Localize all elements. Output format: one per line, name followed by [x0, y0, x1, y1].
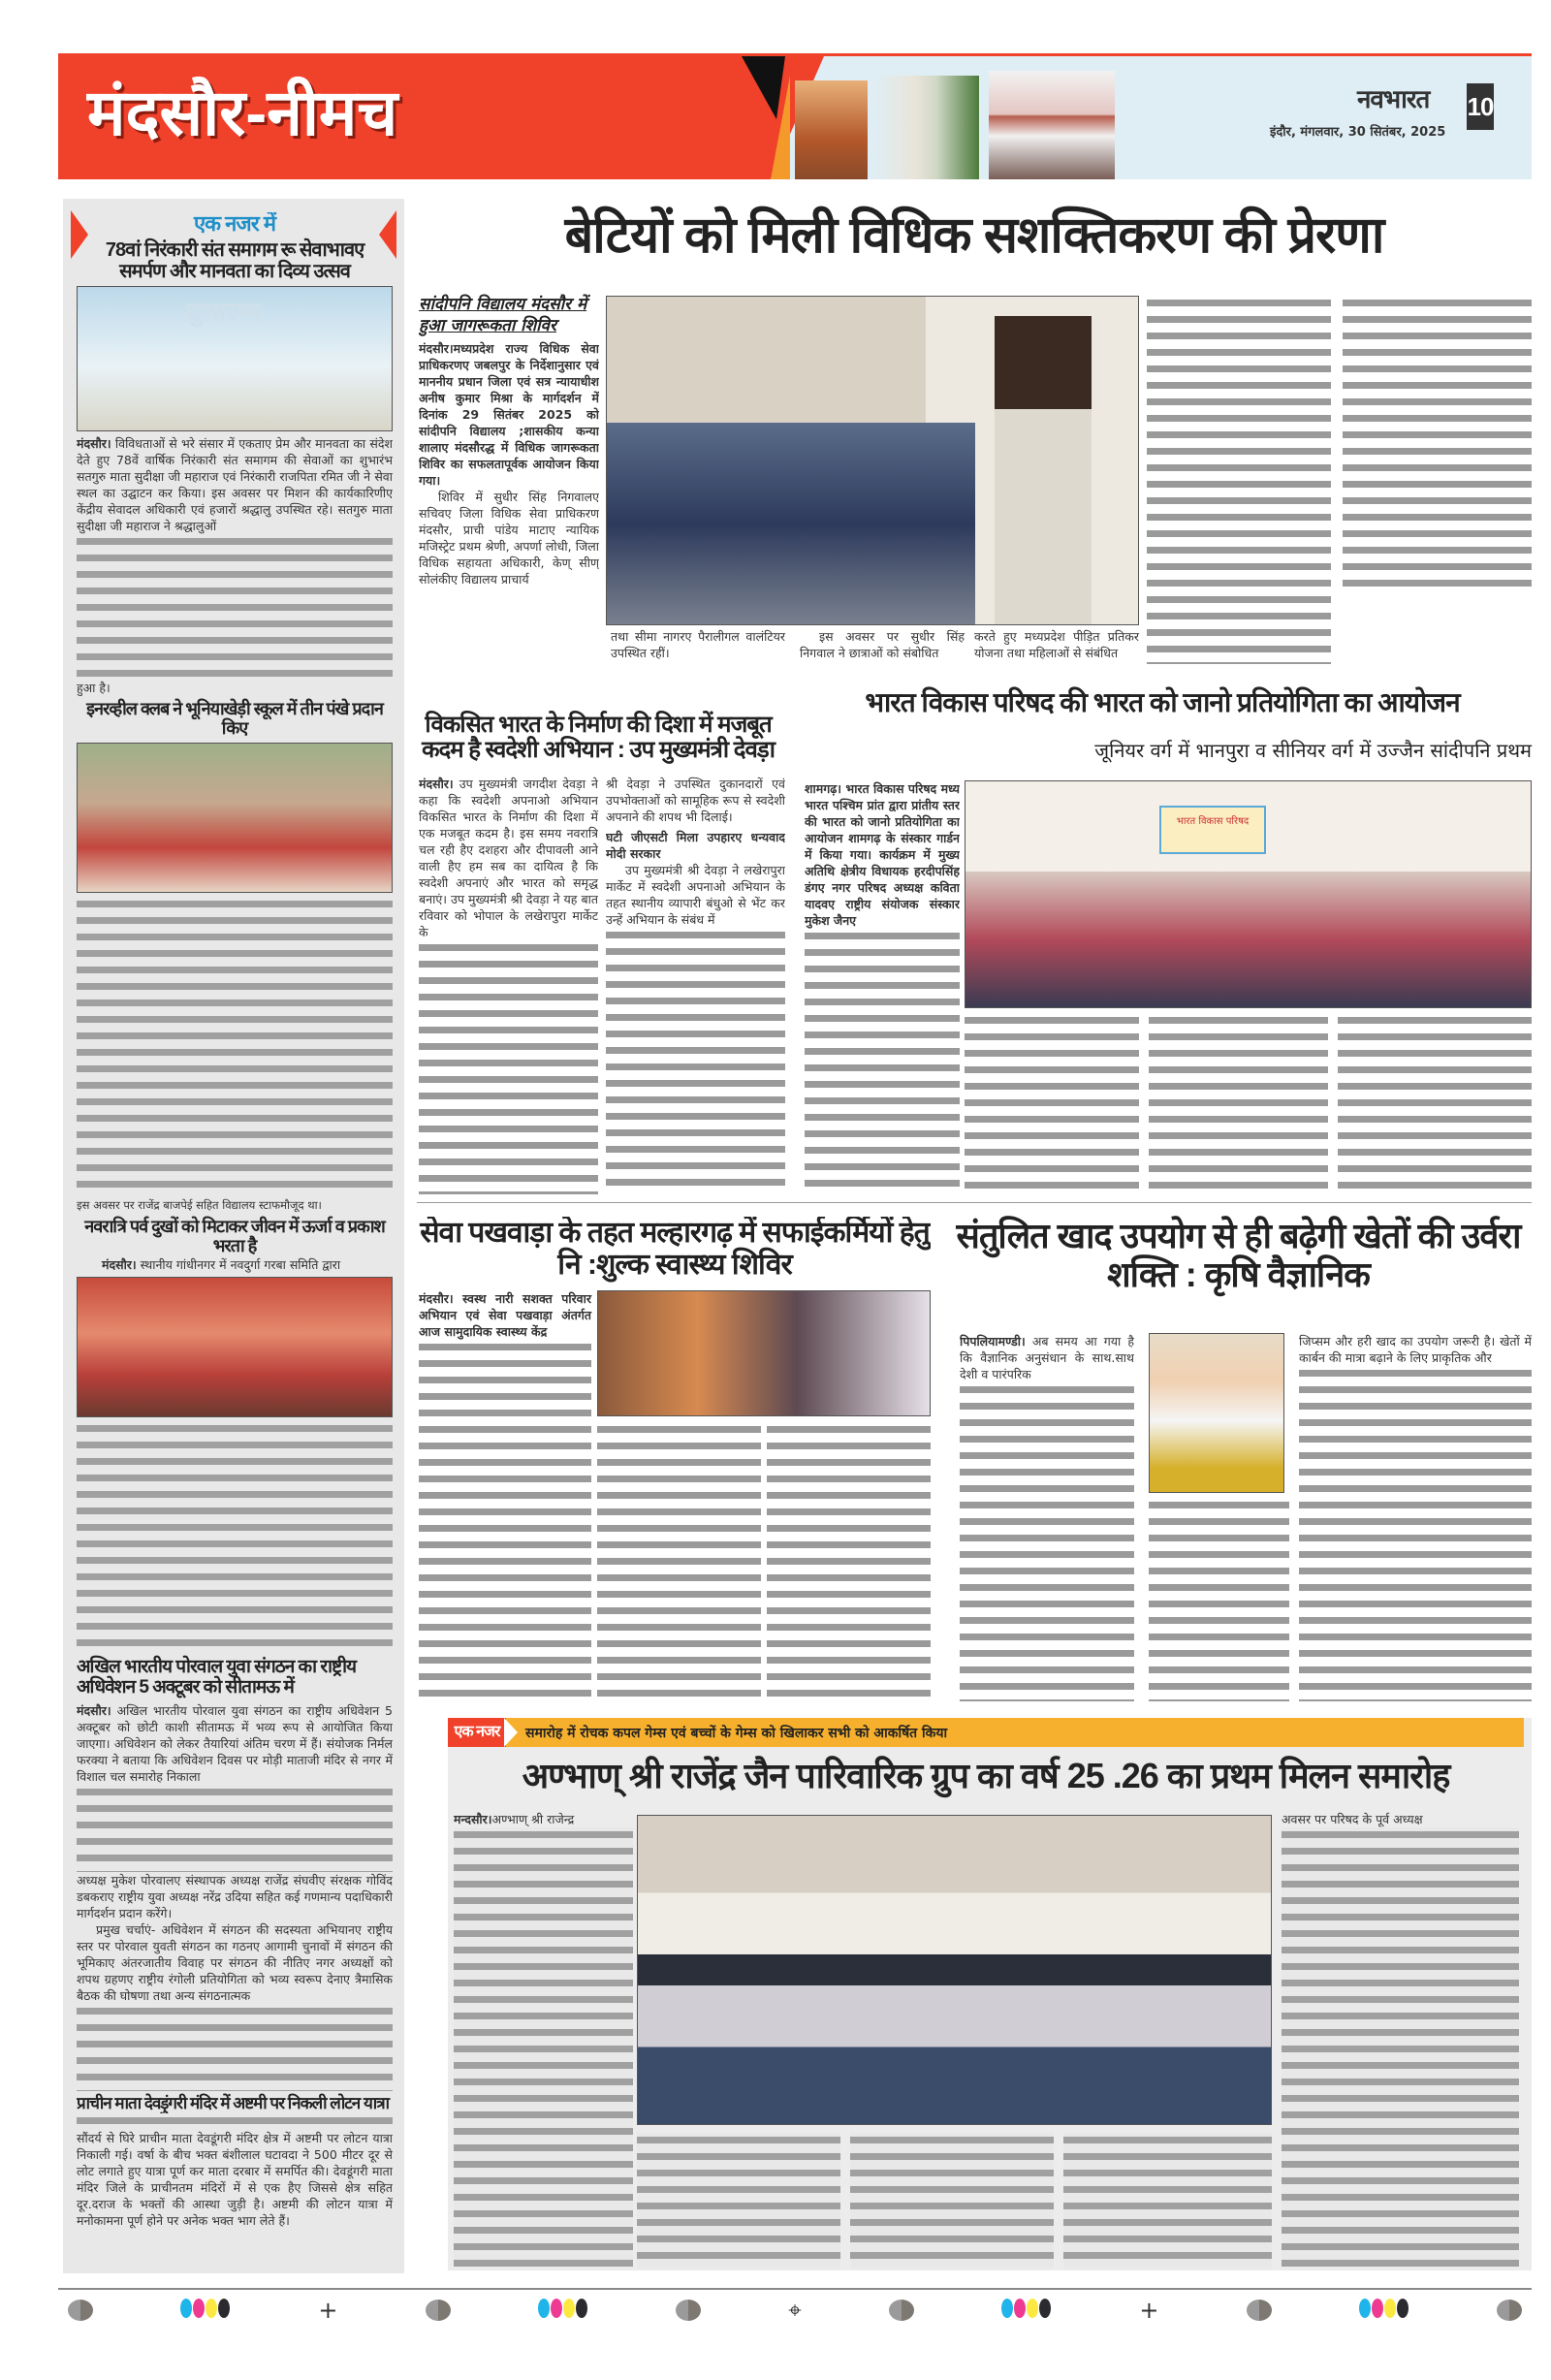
text-filler	[1338, 1013, 1532, 1192]
text-filler	[1147, 296, 1331, 664]
headline: इनरव्हील क्लब ने भूनियाखेड़ी स्कूल में तीन पंखे प्रदान किए	[86, 699, 383, 739]
text-filler	[850, 2133, 1054, 2269]
body-end: हुआ है।	[77, 681, 111, 696]
body-end: इस अवसर पर राजेंद्र बाजपेई सहित विद्यालय स्टाफमौजूद था।	[77, 1198, 322, 1213]
dateline: मंदसौर।	[77, 1702, 111, 1718]
body-text: अध्यक्ष मुकेश पोरवालए संस्थापक अध्यक्ष राजेंद्र संघवीए संरक्षक गोविंद डबकराए राष्ट्रीय युवा अध्यक्ष नरेंद्र उदिया सहित कई गणमान्य पदाधिकारी मार्गदर्शन प्रदान करेंगे।	[77, 1872, 393, 1920]
swadeshi-subhead: घटी जीएसटी मिला उपहारए धन्यवाद मोदी सरकार	[606, 830, 785, 861]
swadeshi-body-2: श्री देवड़ा ने उपस्थित दुकानदारों एवं उपभोक्ताओं को सामूहिक रूप से स्वदेशी अपनाने की शपथ भी दिलाई।	[606, 777, 785, 824]
fertilizer-headline: संतुलित खाद उपयोग से ही बढ़ेगी खेतों की उर्वरा शक्ति : कृषि वैज्ञानिक	[956, 1216, 1521, 1294]
section-divider	[417, 1202, 1532, 1203]
dateline: मंदसौर।	[419, 777, 454, 791]
text-filler	[965, 1013, 1139, 1192]
jain-column-1	[454, 1811, 633, 2267]
text-filler	[454, 1827, 633, 2267]
bvp-headline: भारत विकास परिषद की भारत को जानो प्रतियोगिता का आयोजन	[865, 687, 1460, 717]
innerwheel-photo	[77, 743, 393, 893]
fertilizer-column-3	[1299, 1333, 1532, 1701]
sidebar-flow	[77, 212, 393, 2268]
gray-dot-icon	[1497, 2300, 1522, 2321]
target-icon: ⌖	[788, 2297, 802, 2324]
crosshair-icon: +	[318, 2297, 338, 2324]
bvp-sub-headline: जूनियर वर्ग में भानपुरा व सीनियर वर्ग में उज्जैन सांदीपनि प्रथम	[1094, 739, 1532, 762]
swadeshi-column-1	[419, 776, 598, 1194]
photo-speaker	[995, 316, 1092, 625]
temple-photo	[872, 76, 979, 179]
text-filler	[77, 1421, 393, 1654]
body-text: स्थानीय गांधीनगर में नवदुर्गा गरबा समिति द्वारा	[140, 1256, 341, 1272]
scientist-photo	[1149, 1333, 1284, 1493]
lead-caption-1: तथा सीमा नागरए पैरालीगल वालंटियर उपस्थित रहीं।	[611, 629, 785, 660]
cmyk-dots-icon	[538, 2299, 588, 2322]
gray-dot-icon	[889, 2300, 914, 2321]
health-text-col	[419, 1290, 591, 1701]
health-column-1	[419, 1217, 931, 1701]
body-text: उप मुख्यमंत्री जगदीश देवड़ा ने कहा कि स्वदेशी अपनाओ अभियान विकसित भारत के निर्माण की दिशा में एक मजबूत कदम है। इस समय नवरात्रि चल रही हैए दशहरा और दीपावली आने वाली हैए हम सब का दायित्व है कि स्वदेशी अपनाएं और भारत को समृद्ध बनाएं। उप मुख्यमंत्री श्री देवड़ा ने यह बात रविवार को भोपाल के लखेरापुरा मार्केट के	[419, 777, 598, 939]
text-filler	[77, 534, 393, 680]
text-filler	[637, 2133, 840, 2269]
dateline: शामगढ़।	[805, 781, 842, 796]
lead-body	[419, 340, 599, 489]
text-filler	[767, 1422, 931, 1701]
gray-dot-icon	[676, 2300, 701, 2321]
body-text: मध्यप्रदेश राज्य विधिक सेवा प्राधिकरणए जबलपुर के निर्देशानुसार एवं माननीय प्रधान जिला एवं सत्र न्यायाधीश अनीष कुमार मिश्रा के मार्गदर्शन में दिनांक 29 सितंबर 2025 को सांदीपनि विद्यालय ;शासकीय कन्या शालाए मंदसौरद्ध में विधिक जागरूकता शिविर का सफलतापूर्वक आयोजन किया गया।	[419, 341, 599, 488]
jain-body	[454, 1811, 633, 1827]
dateline: मंदसौर।	[419, 341, 454, 356]
group-photo	[637, 1815, 1272, 2125]
headline: अखिल भारतीय पोरवाल युवा संगठन का राष्ट्रीय अधिवेशन 5 अक्टूबर को सीतामऊ में	[77, 1656, 357, 1698]
text-filler	[419, 940, 598, 1194]
text-filler	[1282, 1827, 1519, 2267]
article-body	[77, 435, 393, 534]
swadeshi-body-3: उप मुख्यमंत्री श्री देवड़ा ने लखेरापुरा मार्केट में स्वदेशी अपनाओ अभियान के तहत स्थानीय व्यापारी बंधुओ से भेंट कर उन्हें अभियान के संबंध में	[606, 863, 785, 927]
lead-body-2: शिविर में सुधीर सिंह निगवालए सचिवए जिला विधिक सेवा प्राधिकरण मंदसौर, प्राची पांडेय माटाए न्यायिक मजिस्ट्रेट प्रथम श्रेणी, अपर्णा लोधी, जिला विधिक सहायता अधिकारी, केण् सीण् सोलंकीए विद्यालय प्राचार्य	[419, 490, 599, 587]
footer-rule	[58, 2288, 1532, 2290]
kicker: एक नजर में	[194, 212, 275, 236]
body-text: प्रमुख चर्चाएं- अधिवेशन में संगठन की सदस्यता अभियानए राष्ट्रीय स्तर पर पोरवाल युवती संगठन का गठनए आगामी चुनावों में संगठन की भूमिकाए अंतरजातीय विवाह पर संगठन की नीतिए नगर अध्यक्षों को शपथ ग्रहणए राष्ट्रीय रंगोली प्रतियोगिता को भव्य स्वरूप देनाए त्रैमासिक बैठक की घोषणा तथा अन्य संगठनात्मक	[77, 1921, 393, 2003]
article-body	[77, 1256, 393, 1273]
station-photo	[989, 71, 1115, 179]
health-body	[419, 1290, 591, 1340]
nirankari-photo	[77, 286, 393, 431]
gray-dot-icon	[426, 2300, 451, 2321]
dateline: मन्दसौर।	[454, 1812, 492, 1826]
sidebar-bottom-space	[77, 2229, 393, 2268]
gray-dot-icon	[68, 2300, 93, 2321]
page-number: 10	[1467, 83, 1494, 130]
jain-headline: अण्भाण् श्री राजेंद्र जैन पारिवारिक ग्रुप का वर्ष 25 .26 का प्रथम मिलन समारोह	[522, 1756, 1450, 1795]
bvp-column-1	[805, 780, 960, 1194]
dateline: इंदौर, मंगलवार, 30 सितंबर, 2025	[1270, 125, 1446, 140]
photo-banner: भारत विकास परिषद	[1159, 806, 1266, 854]
cmyk-dots-icon	[1359, 2299, 1409, 2322]
jain-section	[448, 1718, 1532, 2270]
paper-name: नवभारत	[1357, 84, 1430, 113]
gray-dot-icon	[1247, 2300, 1272, 2321]
kicker-badge: एक नजर	[448, 1718, 506, 1747]
headline: 78वां निरंकारी संत समागम रू सेवाभावए समर्पण और मानवता का दिव्य उत्सव	[105, 239, 364, 283]
jain-body-right: अवसर पर परिषद के पूर्व अध्यक्ष	[1282, 1812, 1423, 1826]
swadeshi-headline: विकसित भारत के निर्माण की दिशा में मजबूत कदम है स्वदेशी अभियान : उप मुख्यमंत्री देवड़ा	[422, 712, 775, 764]
text-filler	[960, 1382, 1134, 1701]
health-camp-photo	[597, 1290, 931, 1416]
fertilizer-body-2: जिप्सम और हरी खाद का उपयोग जरूरी है। खेतों में कार्बन की मात्रा बढ़ाने के लिए प्राकृतिक और	[1299, 1334, 1532, 1365]
swadeshi-body	[419, 776, 598, 940]
text-filler	[1149, 1013, 1328, 1192]
health-headline: सेवा पखवाड़ा के तहत मल्हारगढ़ में सफाईकर्मियों हेतु नि :शुल्क स्वास्थ्य शिविर	[420, 1217, 930, 1281]
fertilizer-column-1	[960, 1333, 1134, 1701]
dateline: मंदसौर।	[77, 436, 111, 452]
headline: नवरात्रि पर्व दुखों को मिटाकर जीवन में ऊर्जा व प्रकाश भरता है	[84, 1217, 385, 1255]
lead-left-column	[419, 294, 599, 701]
dateline: पिपलियामण्डी।	[960, 1334, 1026, 1349]
text-filler	[1149, 1498, 1289, 1701]
text-filler	[606, 928, 785, 1194]
health-lower-cols	[597, 1422, 931, 1701]
lead-photo-students	[606, 296, 1139, 625]
masthead	[58, 53, 1532, 179]
text-filler	[419, 1340, 591, 1701]
print-registration-marks	[68, 2296, 1522, 2325]
body-text: सौंदर्य से घिरे प्राचीन माता देवडूंगरी मंदिर क्षेत्र में अष्टमी पर लोटन यात्रा निकाली गई। वर्षा के बीच भक्त बंशीलाल घटावदा ने 500 मीटर दूर से लोट लगाते हुए यात्रा पूर्ण कर माता दरबार में समर्पित की। देवडूंगरी माता मंदिर जिले के प्राचीनतम मंदिरों में से एक हैए जिससे क्षेत्र सहित दूर.दराज के भक्तों की आस्था जुड़ी है। अष्टमी की लोटन यात्रा में मनोकामना पूर्ण होने पर अनेक भक्त भाग लेते हैं।	[77, 2130, 393, 2228]
text-filler	[805, 929, 960, 1194]
navratri-photo	[77, 1277, 393, 1417]
health-photo-col	[597, 1290, 931, 1701]
headline: प्राचीन माता देवड़ुंगरी मंदिर में अष्टमी पर निकली लोटन यात्रा	[77, 2094, 389, 2113]
lead-caption-2: इस अवसर पर सुधीर सिंह निगवाल ने छात्राओं को संबोधित	[800, 629, 965, 660]
article-body	[77, 1702, 393, 1785]
text-filler	[77, 897, 393, 1197]
text-filler	[1063, 2133, 1272, 2269]
text-filler	[77, 1785, 393, 1872]
lead-sub-headline: सांदीपनि विद्यालय मंदसौर में हुआ जागरूकता शिविर	[419, 295, 587, 335]
photo-crowd	[607, 423, 975, 625]
photo-text: शुभारम्भ	[184, 298, 262, 328]
fort-photo	[795, 80, 868, 179]
body-text: अखिल भारतीय पोरवाल युवा संगठन का राष्ट्रीय अधिवेशन 5 अक्टूबर को छोटी काशी सीतामऊ में भव्य रूप से आयोजित किया जाएगा। अधिवेशन को लेकर तैयारियां अंतिम चरण में हैं। संयोजक निर्मल फरक्या ने बताया कि अधिवेशन दिवस पर मोड़ी माताजी मंदिर से नगर में विशाल चल समारोह निकाला	[77, 1702, 393, 1784]
body-text: अब समय आ गया है कि वैज्ञानिक अनुसंधान के साथ.साथ देशी व पारंपरिक	[960, 1334, 1134, 1381]
lead-caption-3: करते हुए मध्यप्रदेश पीड़ित प्रतिकर योजना तथा महिलाओं से संबंधित	[974, 629, 1139, 660]
text-filler	[1299, 1366, 1532, 1701]
body-text: अण्भाण् श्री राजेन्द्र	[491, 1812, 575, 1826]
strap-text: समारोह में रोचक कपल गेम्स एवं बच्चों के गेम्स को खिलाकर सभी को आकर्षित किया	[525, 1726, 948, 1741]
dateline: मंदसौर।	[102, 1256, 137, 1272]
bvp-photo	[965, 780, 1532, 1008]
body-text: भारत विकास परिषद मध्य भारत पश्चिम प्रांत द्वारा प्रांतीय स्तर की भारत को जानो प्रतियोगिता का आयोजन शामगढ़ के संस्कार गार्डन में किया गया। कार्यक्रम में मुख्य अतिथि क्षेत्रीय विधायक हरदीपसिंह डंगए नगर परिषद अध्यक्ष कविता यादवए राष्ट्रीय संयोजक संस्कार मुकेश जैनए	[805, 781, 960, 928]
text-filler	[77, 2113, 393, 2130]
crosshair-icon: +	[1139, 2297, 1159, 2324]
body-text: विविधताओं से भरे संसार में एकताए प्रेम और मानवता का संदेश देते हुए 78वें वार्षिक निरंकारी संत समागम की सेवाओं का शुभारंभ सतगुरु माता सुदीक्षा जी महाराज एवं निरंकारी राजपिता रमित जी ने सेवा स्थल का उद्घाटन कर किया। इस अवसर पर मिशन की कार्यकारिणीए केंद्रीय सेवादल अधिकारी एवं हजारों श्रद्धालु उपस्थित रहे। सतगुरु माता सुदीक्षा जी महाराज ने श्रद्धालुओं	[77, 436, 393, 534]
text-filler	[77, 2004, 393, 2091]
text-filler	[1343, 296, 1532, 587]
body-text: स्वस्थ नारी सशक्त परिवार अभियान एवं सेवा पखवाड़ा अंतर्गत आज सामुदायिक स्वास्थ्य केंद्र	[419, 1291, 591, 1339]
section-title: मंदसौर-नीमच	[87, 77, 398, 148]
lead-headline: बेटियों को मिली विधिक सशक्तिकरण की प्रेरणा	[564, 207, 1384, 264]
dateline: मंदसौर।	[419, 1291, 454, 1306]
bvp-body	[805, 780, 960, 929]
health-body-row	[419, 1290, 931, 1701]
swadeshi-column-2	[606, 776, 785, 1194]
left-sidebar	[63, 199, 404, 2273]
cmyk-dots-icon	[180, 2299, 231, 2322]
cmyk-dots-icon	[1001, 2299, 1052, 2322]
fertilizer-body	[960, 1333, 1134, 1382]
text-filler	[597, 1422, 761, 1701]
jain-column-right	[1282, 1811, 1519, 2267]
